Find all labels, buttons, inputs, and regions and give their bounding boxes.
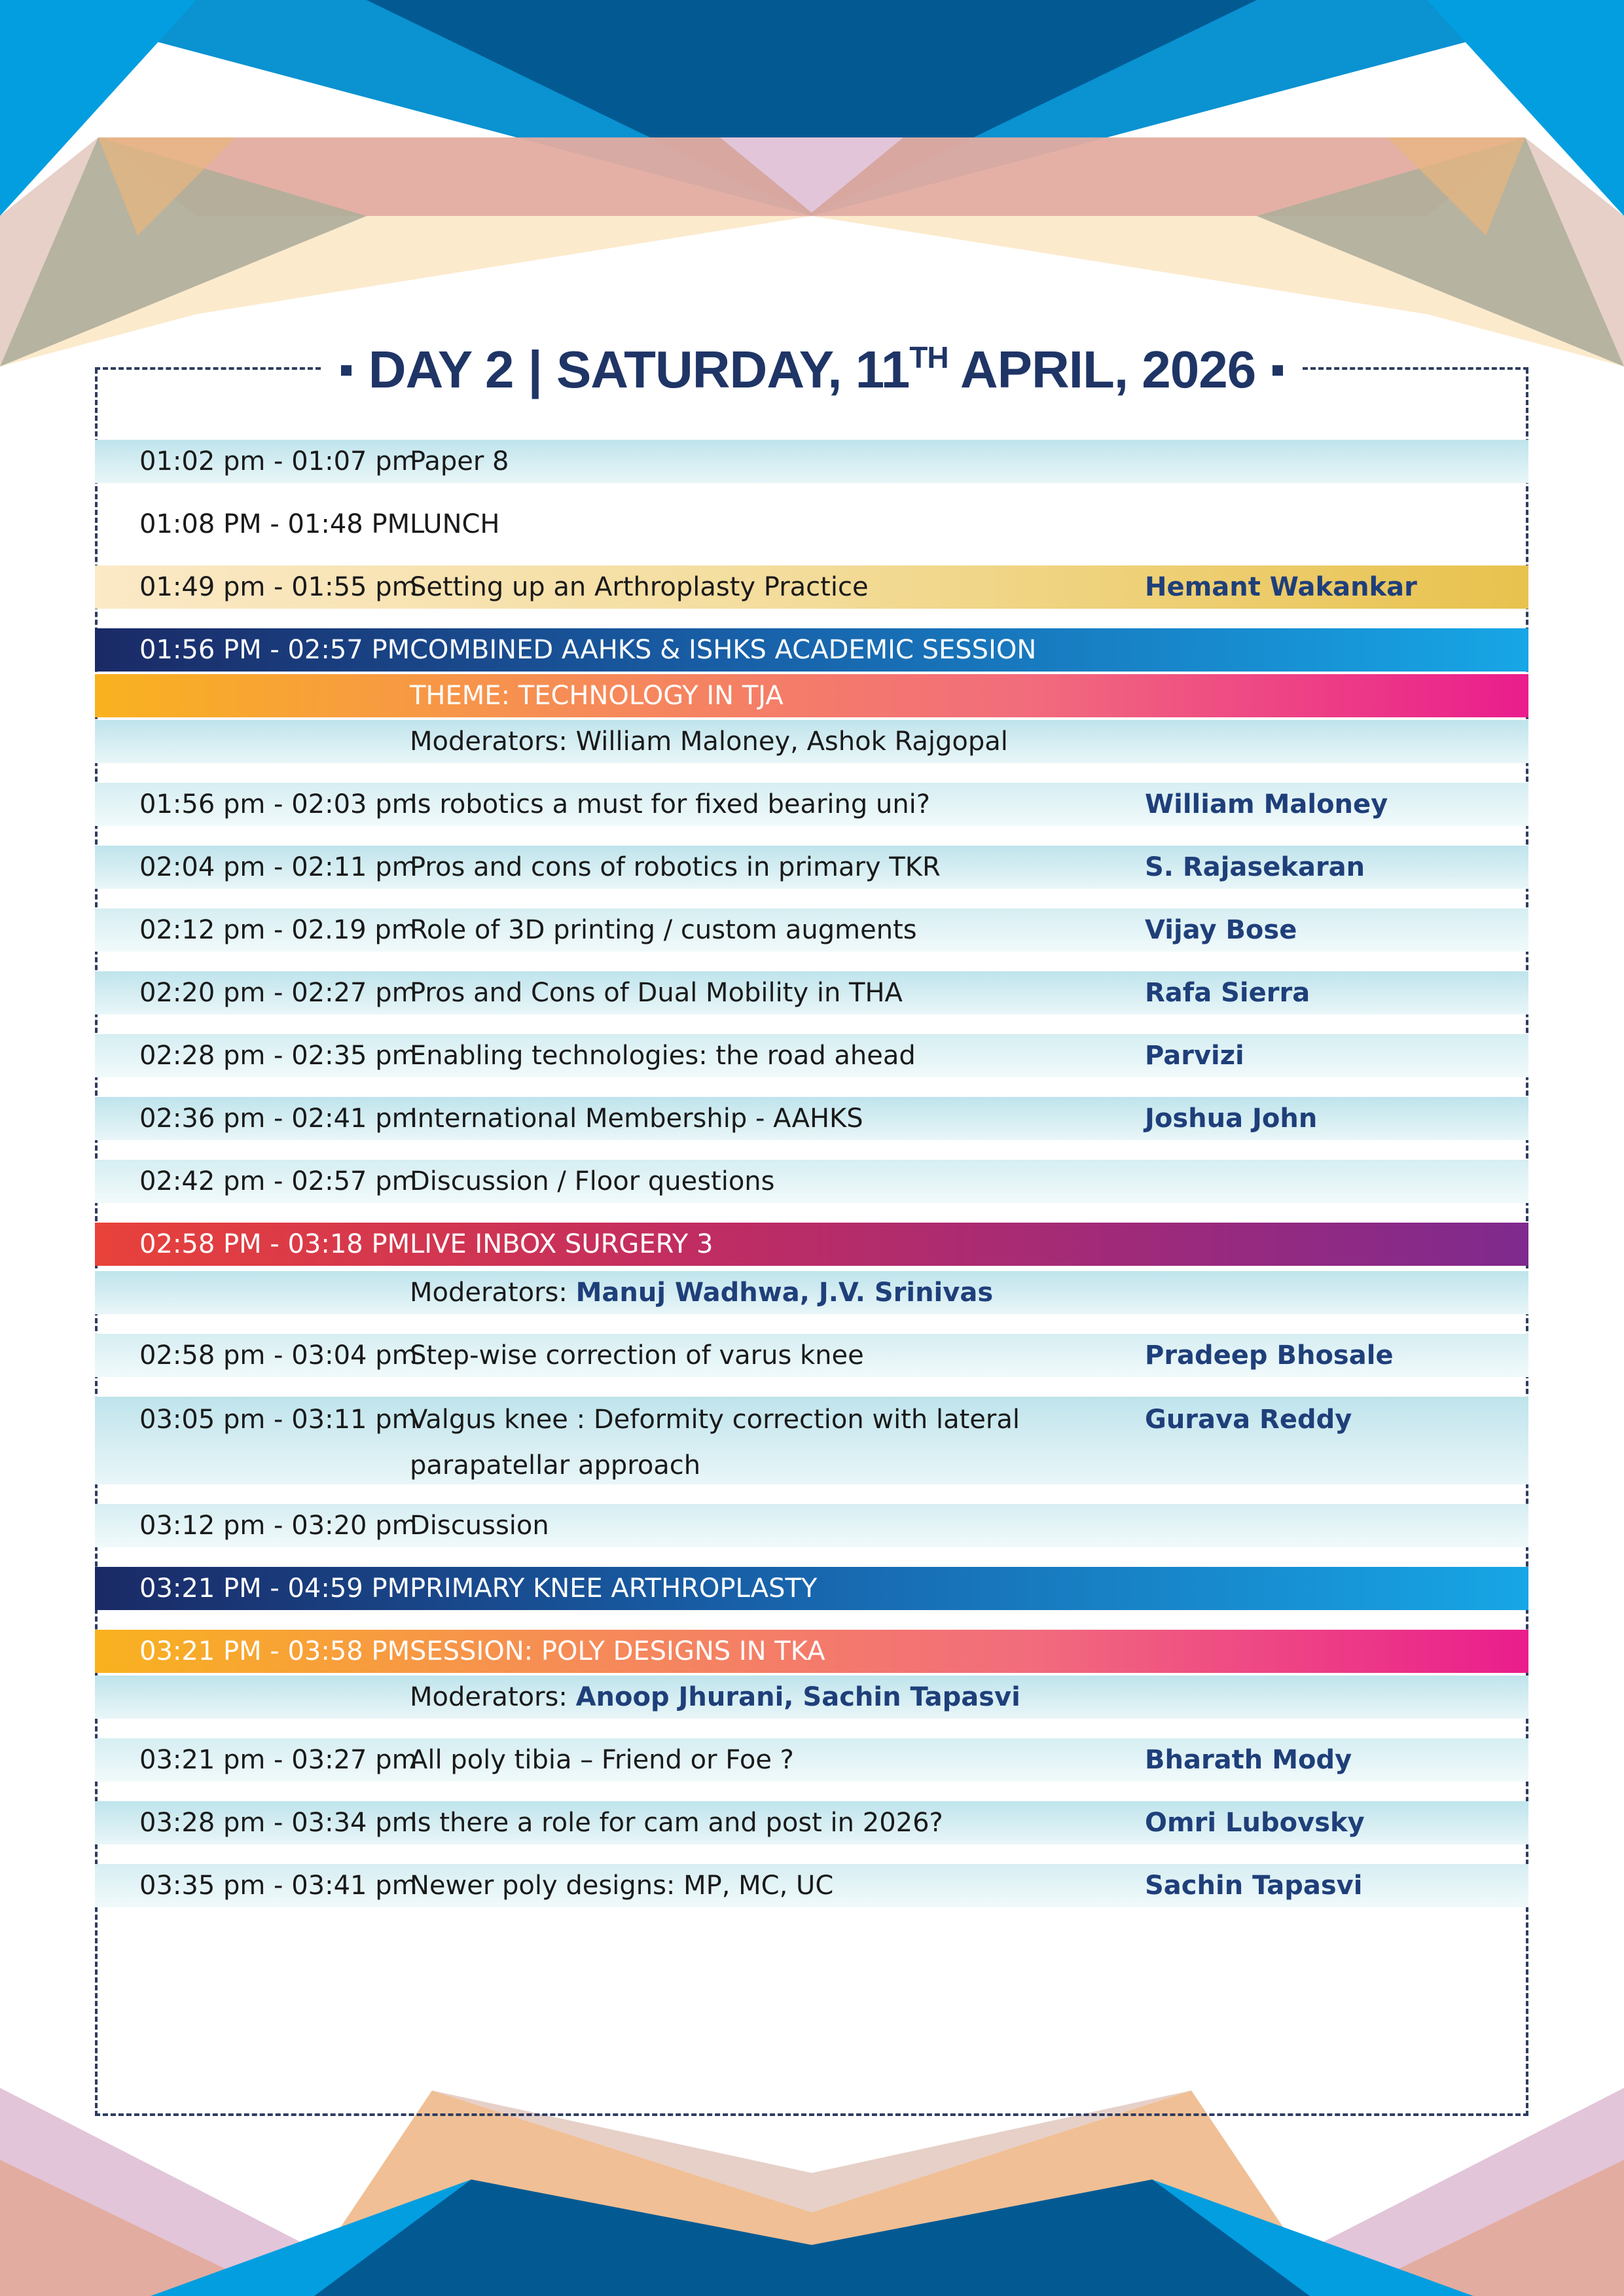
row-session: Enabling technologies: the road ahead (410, 1041, 916, 1071)
row-presenter: Gurava Reddy (1145, 1405, 1352, 1435)
row-session: Pros and Cons of Dual Mobility in THA (410, 978, 903, 1008)
row-presenter: Bharath Mody (1145, 1745, 1352, 1775)
table-row (95, 1160, 1528, 1203)
moderators-text (410, 720, 1097, 763)
table-row (95, 1097, 1528, 1140)
moderators-label: Moderators: (410, 1682, 576, 1712)
table-row (95, 1334, 1528, 1377)
table-row (95, 1864, 1528, 1907)
row-time: 02:42 pm - 02:57 pm (139, 1166, 418, 1196)
row-time: 02:20 pm - 02:27 pm (139, 978, 418, 1008)
section-header-row (95, 1223, 1528, 1266)
row-time: 03:28 pm - 03:34 pm (139, 1808, 418, 1838)
moderators-row (95, 1271, 1528, 1314)
table-row (95, 908, 1528, 952)
section-header-row (95, 1567, 1528, 1610)
table-row (95, 971, 1528, 1014)
title-bullet-right (1272, 365, 1283, 376)
section-header-row (95, 1630, 1528, 1673)
row-time: 02:36 pm - 02:41 pm (139, 1103, 418, 1134)
row-session: Newer poly designs: MP, MC, UC (410, 1871, 834, 1901)
row-session: SESSION: POLY DESIGNS IN TKA (410, 1636, 825, 1666)
row-presenter: Pradeep Bhosale (1145, 1340, 1394, 1371)
row-time: 02:12 pm - 02.19 pm (139, 915, 417, 945)
row-time: 02:28 pm - 02:35 pm (139, 1041, 418, 1071)
table-row (95, 440, 1528, 483)
row-presenter: Hemant Wakankar (1145, 572, 1417, 602)
row-time: 03:35 pm - 03:41 pm (139, 1871, 418, 1901)
date-superscript: TH (909, 340, 948, 374)
row-session: LIVE INBOX SURGERY 3 (410, 1229, 713, 1259)
table-row (95, 1034, 1528, 1077)
row-time: 02:58 pm - 03:04 pm (139, 1340, 418, 1371)
row-time: 01:08 PM - 01:48 PM (139, 509, 410, 539)
row-session: International Membership - AAHKS (410, 1103, 863, 1134)
row-presenter: Omri Lubovsky (1145, 1808, 1365, 1838)
table-row (95, 565, 1528, 609)
moderators-row (95, 1676, 1528, 1719)
row-time: 01:02 pm - 01:07 pm (139, 446, 418, 476)
row-time: 01:56 pm - 02:03 pm (139, 789, 418, 819)
moderators-text (410, 1271, 1097, 1314)
top-decorative-banner (0, 0, 1624, 380)
moderators-row (95, 720, 1528, 763)
date-suffix: APRIL, 2026 (948, 340, 1256, 399)
row-presenter: S. Rajasekaran (1145, 852, 1365, 882)
moderators-text (410, 1676, 1097, 1719)
row-presenter: Sachin Tapasvi (1145, 1871, 1363, 1901)
table-row (95, 1801, 1528, 1844)
row-presenter: Vijay Bose (1145, 915, 1297, 945)
table-row (95, 846, 1528, 889)
row-time: 03:12 pm - 03:20 pm (139, 1511, 418, 1541)
row-session: THEME: TECHNOLOGY IN TJA (410, 681, 784, 711)
title-separator: | (528, 340, 542, 399)
table-row (95, 1504, 1528, 1547)
row-session: Is robotics a must for fixed bearing uni? (410, 789, 931, 819)
moderators-label: Moderators: (410, 726, 576, 757)
row-session: PRIMARY KNEE ARTHROPLASTY (410, 1573, 818, 1604)
row-session: All poly tibia – Friend or Foe ? (410, 1745, 794, 1775)
row-time: 01:49 pm - 01:55 pm (139, 572, 418, 602)
row-session: Pros and cons of robotics in primary TKR (410, 852, 941, 882)
table-row (95, 783, 1528, 826)
row-session: Valgus knee : Deformity correction with lateral parapatellar approach (410, 1405, 1020, 1480)
row-presenter: Parvizi (1145, 1041, 1244, 1071)
section-header-row (95, 628, 1528, 672)
moderators-names: Anoop Jhurani, Sachin Tapasvi (575, 1682, 1020, 1712)
row-presenter: Joshua John (1145, 1103, 1318, 1134)
moderators-label: Moderators: (410, 1278, 576, 1308)
row-session: Role of 3D printing / custom augments (410, 915, 917, 945)
moderators-names: William Maloney, Ashok Rajgopal (575, 726, 1008, 757)
table-row (95, 1397, 1528, 1484)
row-time: 02:58 PM - 03:18 PM (139, 1229, 410, 1259)
row-session: Setting up an Arthroplasty Practice (410, 572, 869, 602)
row-time: 03:21 pm - 03:27 pm (139, 1745, 418, 1775)
row-session: Discussion (410, 1511, 549, 1541)
row-time: 02:04 pm - 02:11 pm (139, 852, 418, 882)
row-presenter: William Maloney (1145, 789, 1388, 819)
row-time: 03:21 PM - 03:58 PM (139, 1636, 410, 1666)
row-session: LUNCH (410, 509, 500, 539)
row-session: Step-wise correction of varus knee (410, 1340, 864, 1371)
row-session: COMBINED AAHKS & ISHKS ACADEMIC SESSION (410, 635, 1037, 665)
row-time: 01:56 PM - 02:57 PM (139, 635, 410, 665)
row-presenter: Rafa Sierra (1145, 978, 1310, 1008)
day-label: DAY 2 (368, 340, 514, 399)
row-session: Paper 8 (410, 446, 509, 476)
row-session: Discussion / Floor questions (410, 1166, 775, 1196)
page-title (0, 327, 1624, 412)
row-session: Is there a role for cam and post in 2026? (410, 1808, 943, 1838)
date-prefix: SATURDAY, 11 (556, 340, 910, 399)
row-time: 03:21 PM - 04:59 PM (139, 1573, 410, 1604)
table-row (95, 1738, 1528, 1782)
row-time: 03:05 pm - 03:11 pm (139, 1405, 418, 1435)
table-row (95, 503, 1528, 546)
moderators-names: Manuj Wadhwa, J.V. Srinivas (575, 1278, 994, 1308)
theme-row (95, 674, 1528, 717)
title-bullet-left (341, 365, 352, 376)
